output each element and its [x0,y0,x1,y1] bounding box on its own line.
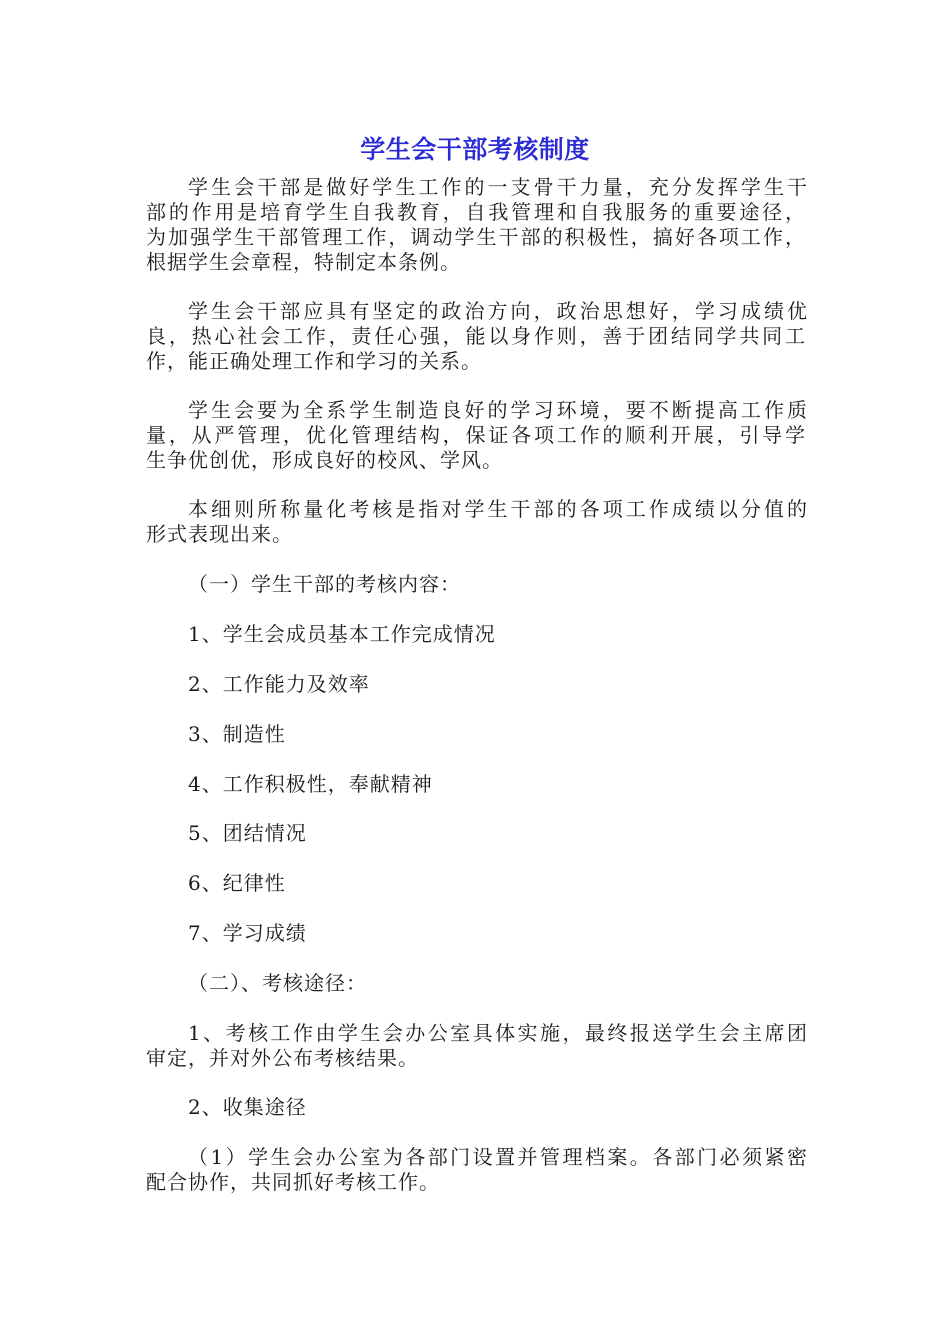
paragraph-4-line-2: 形式表现出来。 [146,522,293,546]
paragraph-2-line-3: 作，能正确处理工作和学习的关系。 [146,349,482,373]
list-item: 1、学生会成员基本工作完成情况 [188,622,496,646]
paragraph-1-line-3: 为加强学生干部管理工作，调动学生干部的积极性，搞好各项工作， [146,225,806,249]
paragraph-4-line-1: 本细则所称量化考核是指对学生干部的各项工作成绩以分值的 [188,497,808,521]
document-title: 学生会干部考核制度 [360,135,590,164]
list-item: 4、工作积极性，奉献精神 [188,772,433,796]
list-item: 3、制造性 [188,722,286,746]
paragraph-1-line-4: 根据学生会章程，特制定本条例。 [146,250,461,274]
section-2-heading: （二）、考核途径： [188,971,367,995]
list-item: 6、纪律性 [188,871,286,895]
section-2-item-1-line-1: 1、考核工作由学生会办公室具体实施，最终报送学生会主席团 [188,1021,808,1045]
section-2-item-2-1-line-1: （1）学生会办公室为各部门设置并管理档案。各部门必须紧密 [188,1145,808,1169]
paragraph-3-line-1: 学生会要为全系学生制造良好的学习环境，要不断提高工作质 [188,398,808,422]
section-2-item-1-line-2: 审定，并对外公布考核结果。 [146,1046,419,1070]
list-item: 2、工作能力及效率 [188,672,370,696]
paragraph-3-line-3: 生争优创优，形成良好的校风、学风。 [146,448,503,472]
list-item: 7、学习成绩 [188,921,307,945]
section-2-item-2: 2、收集途径 [188,1095,307,1119]
section-2-item-2-1-line-2: 配合协作，共同抓好考核工作。 [146,1170,440,1194]
paragraph-1-line-2: 部的作用是培育学生自我教育，自我管理和自我服务的重要途径， [146,200,806,224]
list-item: 5、团结情况 [188,821,307,845]
paragraph-3-line-2: 量，从严管理，优化管理结构，保证各项工作的顺利开展，引导学 [146,423,806,447]
section-1-heading: （一）学生干部的考核内容： [188,572,461,596]
paragraph-2-line-2: 良，热心社会工作，责任心强，能以身作则，善于团结同学共同工 [146,324,806,348]
paragraph-1-line-1: 学生会干部是做好学生工作的一支骨干力量，充分发挥学生干 [188,175,808,199]
paragraph-2-line-1: 学生会干部应具有坚定的政治方向，政治思想好，学习成绩优 [188,299,808,323]
